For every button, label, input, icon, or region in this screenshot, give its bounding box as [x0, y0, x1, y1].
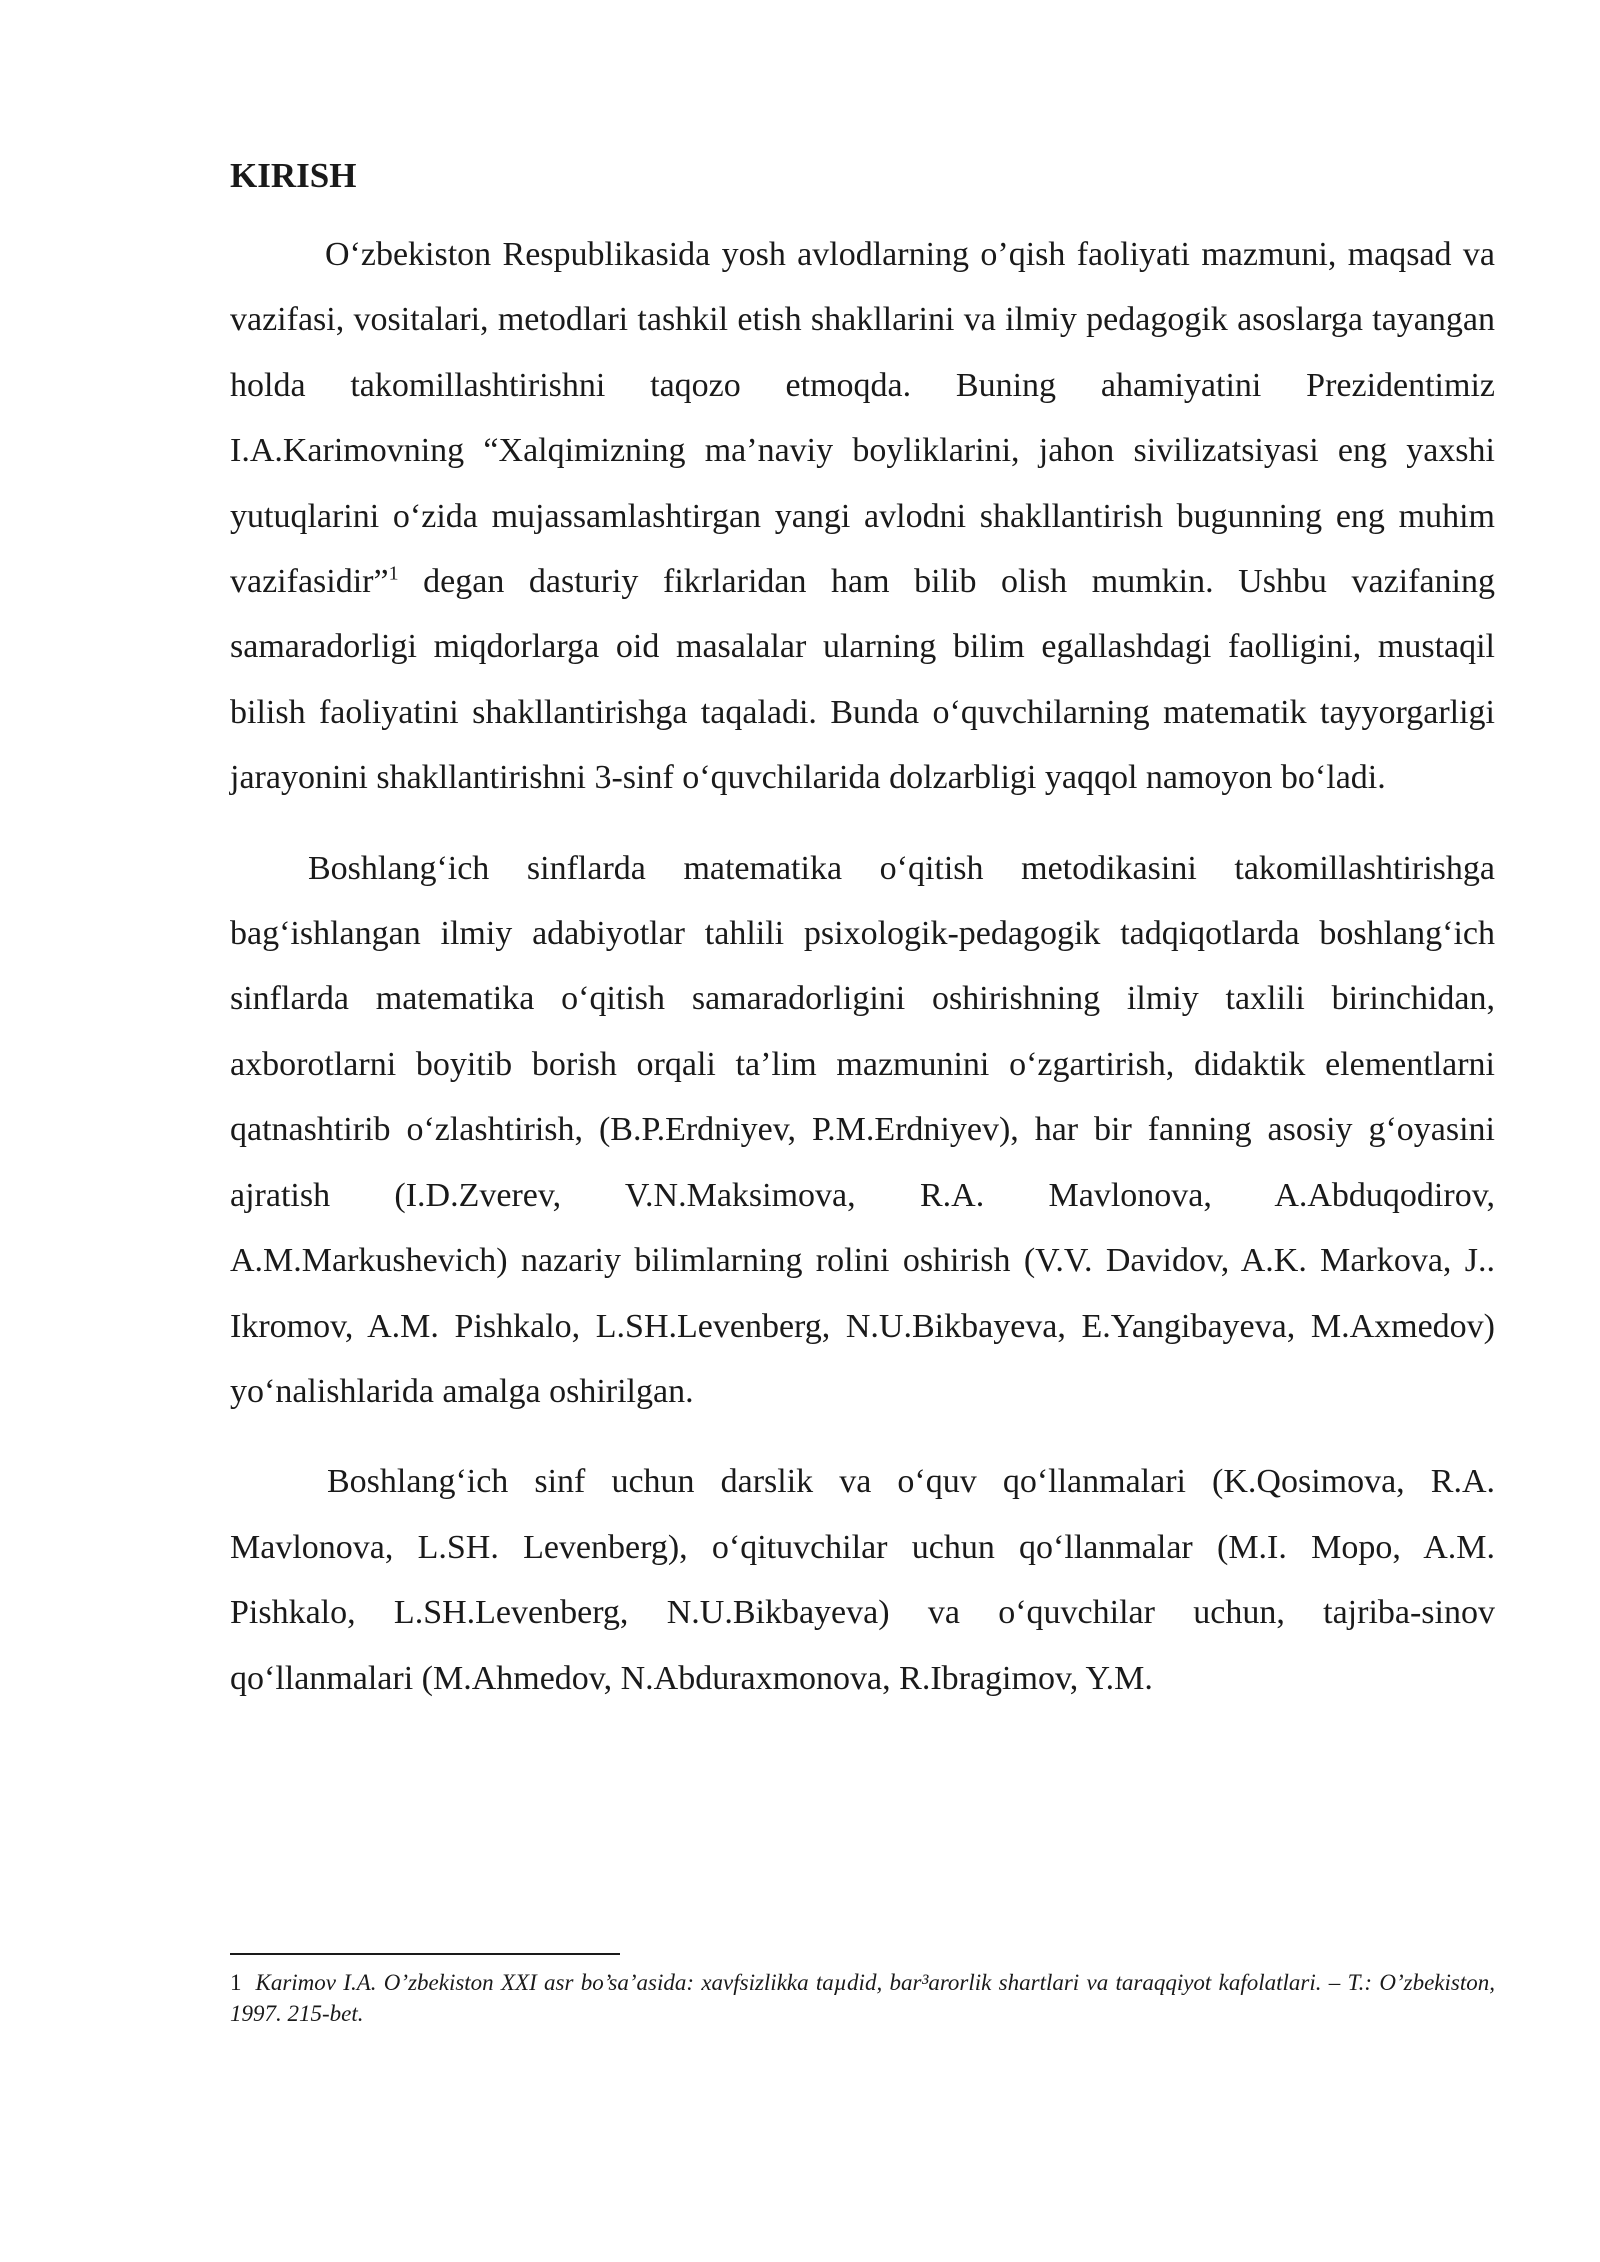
footnote-separator: [230, 1953, 620, 1955]
paragraph-1: [230, 222, 1495, 811]
paragraph-3: Boshlang‘ich sinf uchun darslik va o‘quv qo‘llanmalari (K.Qosimova, R.A. Mavlonova, L.SH. Levenberg), o‘qituvchilar uchun qo‘llanmalar (M.I. Mopo, A.M. Pishkalo, L.SH.Levenberg, N.U.Bikbayeva) va o‘quvchilar uchun, tajriba-sinov qo‘llanmalari (M.Ahmedov, N.Abduraxmonova, R.Ibragimov, Y.M.: [230, 1463, 1495, 1697]
footnote: [230, 1967, 1495, 2029]
footnote-reference[interactable]: 1: [388, 562, 399, 585]
document-body: [230, 150, 1495, 1711]
paragraph-1-text-after-ref: degan dasturiy fikrlaridan ham bilib olish mumkin. Ushbu vazifaning samaradorligi miqdorlarga oid masalalar ularning bilim egallashdagi faolligini, mustaqil bilish faoliyatini shakllantirishga taqaladi. Bunda o‘quvchilarning matematik tayyorgarligi jarayonini shakllantirishni 3-sinf o‘quvchilarida dolzarbligi yaqqol namoyon bo‘ladi.: [230, 563, 1495, 797]
footnote-text: Karimov I.A. O’zbekiston XXI asr bo’sa’asida: xavfsizlikka taµdid, bar³arorlik shartlari va taraqqiyot kafolatlari. – T.: O’zbekiston, 1997. 215-bet.: [230, 1970, 1495, 2026]
paragraph-2: Boshlang‘ich sinflarda matematika o‘qitish metodikasini takomillashtirishga bag‘ishlangan ilmiy adabiyotlar tahlili psixologik-pedagogik tadqiqotlarda boshlang‘ich sinflarda matematika o‘qitish samaradorligini oshirishning ilmiy taxlili birinchidan, axborotlarni boyitib borish orqali ta’lim mazmunini o‘zgartirish, didaktik elementlarni qatnashtirib o‘zlashtirish, (B.P.Erdniyev, P.M.Erdniyev), har bir fanning asosiy g‘oyasini ajratish (I.D.Zverev, V.N.Maksimova, R.A. Mavlonova, A.Abduqodirov, A.M.Markushevich) nazariy bilimlarning rolini oshirish (V.V. Davidov, A.K. Markova, J.. Ikromov, A.M. Pishkalo, L.SH.Levenberg, N.U.Bikbayeva, E.Yangibayeva, M.Axmedov) yo‘nalishlarida amalga oshirilgan.: [230, 849, 1495, 1410]
section-heading: KIRISH: [230, 156, 357, 195]
paragraph-1-text-before-ref: O‘zbekiston Respublikasida yosh avlodlarning o’qish faoliyati mazmuni, maqsad va vazifasi, vositalari, metodlari tashkil etish shakllarini va ilmiy pedagogik asoslarga tayangan holda takomillashtirishni taqozo etmoqda. Buning ahamiyatini Prezidentimiz I.A.Karimovning “Xalqimizning ma’naviy boyliklarini, jahon sivilizatsiyasi eng yaxshi yutuqlarini o‘zida mujassamlashtirgan yangi avlodni shakllantirish bugunning eng muhim vazifasidir”: [230, 236, 1495, 601]
footnote-number: 1: [230, 1970, 242, 1995]
